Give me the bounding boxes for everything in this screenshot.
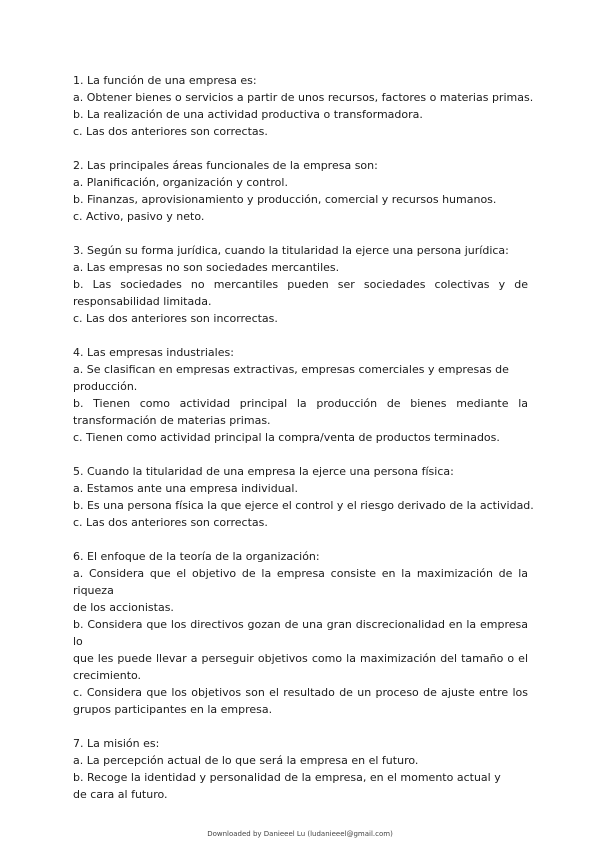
question-6-option-a-continued: de los accionistas. bbox=[73, 601, 174, 614]
question-2-option-a: a. Planificación, organización y control. bbox=[73, 176, 288, 189]
question-2-prompt: 2. Las principales áreas funcionales de la empresa son: bbox=[73, 159, 378, 172]
question-1-prompt: 1. La función de una empresa es: bbox=[73, 74, 257, 87]
question-5-option-c: c. Las dos anteriores son correctas. bbox=[73, 516, 268, 529]
question-6-option-c: c. Considera que los objetivos son el resultado de un proceso de ajuste entre los bbox=[73, 686, 528, 699]
question-3-option-b-continued: responsabilidad limitada. bbox=[73, 295, 212, 308]
question-3-option-c: c. Las dos anteriores son incorrectas. bbox=[73, 312, 278, 325]
question-6-option-b-continued: que les puede llevar a perseguir objetivos como la maximización del tamaño o el bbox=[73, 652, 528, 665]
question-6 bbox=[73, 548, 528, 718]
question-5-option-b: b. Es una persona física la que ejerce el control y el riesgo derivado de la actividad. bbox=[73, 499, 534, 512]
question-4-option-a: a. Se clasifican en empresas extractivas, empresas comerciales y empresas de bbox=[73, 363, 509, 376]
question-3-option-a: a. Las empresas no son sociedades mercantiles. bbox=[73, 261, 340, 274]
question-4-prompt: 4. Las empresas industriales: bbox=[73, 346, 234, 359]
question-1-option-b: b. La realización de una actividad productiva o transformadora. bbox=[73, 108, 423, 121]
question-7-prompt: 7. La misión es: bbox=[73, 737, 160, 750]
question-7-option-b-continued: de cara al futuro. bbox=[73, 788, 168, 801]
document-body bbox=[73, 72, 534, 820]
question-4-option-b-continued: transformación de materias primas. bbox=[73, 414, 271, 427]
question-6-prompt: 6. El enfoque de la teoría de la organización: bbox=[73, 550, 320, 563]
question-7-option-b: b. Recoge la identidad y personalidad de la empresa, en el momento actual y bbox=[73, 771, 501, 784]
question-3-prompt: 3. Según su forma jurídica, cuando la titularidad la ejerce una persona jurídica: bbox=[73, 244, 509, 257]
question-5-option-a: a. Estamos ante una empresa individual. bbox=[73, 482, 298, 495]
question-6-option-b-end: crecimiento. bbox=[73, 669, 142, 682]
question-1-option-a: a. Obtener bienes o servicios a partir de unos recursos, factores o materias primas. bbox=[73, 91, 534, 104]
question-7 bbox=[73, 735, 528, 803]
question-5-prompt: 5. Cuando la titularidad de una empresa la ejerce una persona física: bbox=[73, 465, 454, 478]
question-3 bbox=[73, 242, 528, 327]
question-6-option-c-continued: grupos participantes en la empresa. bbox=[73, 703, 273, 716]
question-4 bbox=[73, 344, 528, 446]
question-2 bbox=[73, 157, 528, 225]
question-6-option-a: a. Considera que el objetivo de la empresa consiste en la maximización de la riqueza bbox=[73, 567, 528, 597]
question-4-option-a-continued: producción. bbox=[73, 380, 138, 393]
question-1 bbox=[73, 72, 534, 140]
question-4-option-c: c. Tienen como actividad principal la compra/venta de productos terminados. bbox=[73, 431, 500, 444]
question-1-option-c: c. Las dos anteriores son correctas. bbox=[73, 125, 268, 138]
question-2-option-b: b. Finanzas, aprovisionamiento y producción, comercial y recursos humanos. bbox=[73, 193, 497, 206]
question-3-option-b: b. Las sociedades no mercantiles pueden ser sociedades colectivas y de bbox=[73, 278, 528, 291]
question-2-option-c: c. Activo, pasivo y neto. bbox=[73, 210, 205, 223]
question-5 bbox=[73, 463, 534, 531]
download-footer: Downloaded by Danieeel Lu (ludanieeel@gmail.com) bbox=[207, 830, 393, 838]
question-6-option-b: b. Considera que los directivos gozan de una gran discrecionalidad en la empresa lo bbox=[73, 618, 528, 648]
question-4-option-b: b. Tienen como actividad principal la producción de bienes mediante la bbox=[73, 397, 528, 410]
question-7-option-a: a. La percepción actual de lo que será la empresa en el futuro. bbox=[73, 754, 419, 767]
